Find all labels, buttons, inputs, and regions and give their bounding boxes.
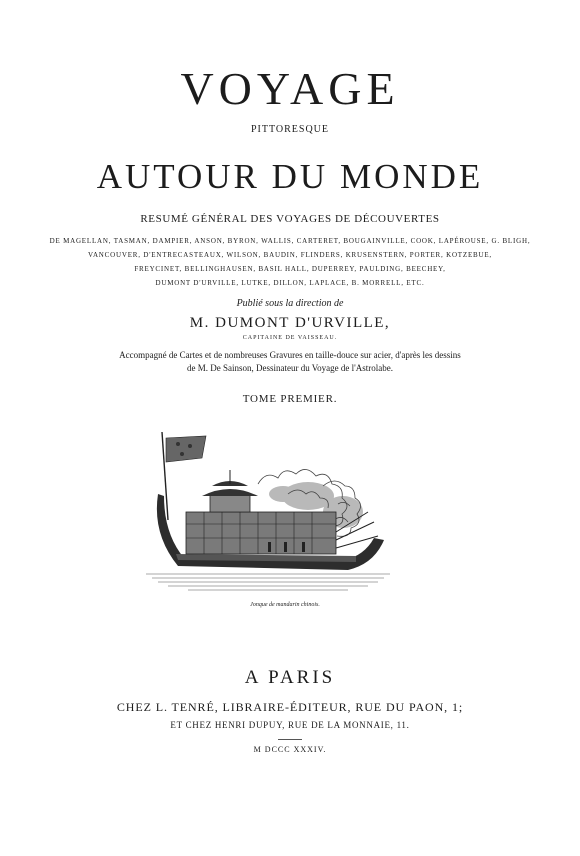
accompanied-note: de M. De Sainson, Dessinateur du Voyage de l'Astrolabe.: [186, 363, 393, 373]
navigators-line: DUMONT D'URVILLE, LUTKE, DILLON, LAPLACE, B. MORRELL, ETC.: [155, 279, 425, 287]
accompanied-note: Accompagné de Cartes et de nombreuses Gravures en taille-douce sur acier, d'après les dessins: [119, 350, 461, 360]
city: A PARIS: [244, 667, 336, 688]
main-title-second-line: AUTOUR DU MONDE: [96, 157, 484, 196]
author-rank: CAPITAINE DE VAISSEAU.: [242, 335, 338, 341]
publication-date: M DCCC XXXIV.: [253, 745, 327, 754]
subtitle-pittoresque: PITTORESQUE: [250, 124, 330, 135]
volume-label: TOME PREMIER.: [242, 393, 338, 405]
divider: [278, 739, 302, 740]
publisher: CHEZ L. TENRÉ, LIBRAIRE-ÉDITEUR, RUE DU PAON, 1;: [116, 700, 464, 714]
navigators-line: FREYCINET, BELLINGHAUSEN, BASIL HALL, DUPERREY, PAULDING, BEECHEY,: [134, 265, 446, 273]
main-title: VOYAGE: [180, 63, 400, 114]
navigators-line: DE MAGELLAN, TASMAN, DAMPIER, ANSON, BYRON, WALLIS, CARTERET, BOUGAINVILLE, COOK, LAPÉROUSE, G. BLIGH,: [49, 237, 531, 245]
navigators-line: VANCOUVER, D'ENTRECASTEAUX, WILSON, BAUDIN, FLINDERS, KRUSENSTERN, PORTER, KOTZEBUE,: [88, 251, 492, 259]
co-publisher: ET CHEZ HENRI DUPUY, RUE DE LA MONNAIE, 11.: [170, 720, 410, 730]
published-under: Publié sous la direction de: [236, 298, 344, 309]
author-name: M. DUMONT D'URVILLE,: [189, 315, 391, 331]
chinese-junk-engraving: [138, 424, 398, 604]
illustration-caption: Jonque de mandarin chinois.: [250, 602, 320, 608]
resume-heading: RESUMÉ GÉNÉRAL DES VOYAGES DE DÉCOUVERTES: [140, 213, 440, 225]
